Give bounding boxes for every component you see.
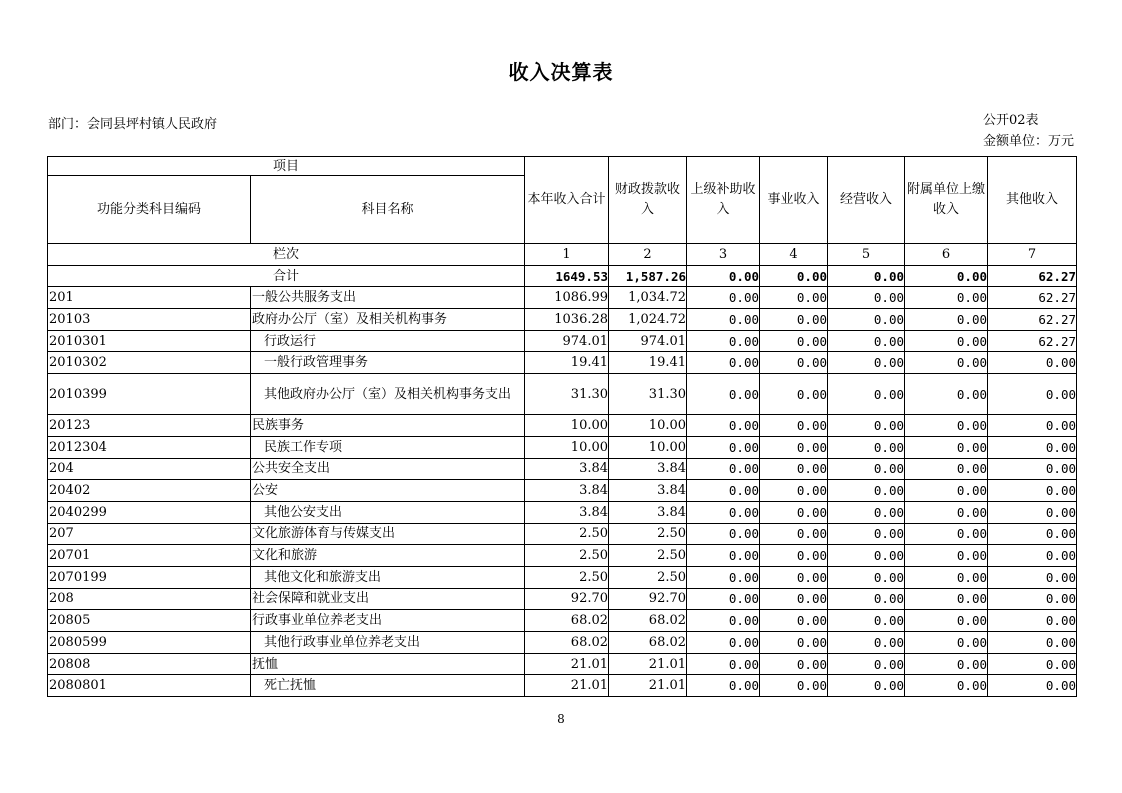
header-col-7: 其他收入 xyxy=(988,157,1077,244)
row-value: 0.00 xyxy=(988,632,1077,654)
column-index: 3 xyxy=(687,244,760,266)
row-value: 2.50 xyxy=(609,566,687,588)
row-name: 文化旅游体育与传媒支出 xyxy=(251,523,525,545)
row-value: 68.02 xyxy=(609,610,687,632)
column-index: 7 xyxy=(988,244,1077,266)
row-value: 62.27 xyxy=(988,309,1077,331)
row-value: 0.00 xyxy=(988,545,1077,567)
row-code: 20123 xyxy=(48,415,251,437)
row-value: 31.30 xyxy=(525,374,609,415)
row-name: 文化和旅游 xyxy=(251,545,525,567)
row-name: 其他行政事业单位养老支出 xyxy=(251,632,525,654)
row-value: 0.00 xyxy=(905,309,988,331)
table-row xyxy=(48,352,1077,374)
row-value: 0.00 xyxy=(988,610,1077,632)
row-value: 31.30 xyxy=(609,374,687,415)
form-code-block xyxy=(983,110,1074,152)
column-index: 2 xyxy=(609,244,687,266)
row-name: 行政运行 xyxy=(251,330,525,352)
row-name: 民族工作专项 xyxy=(251,436,525,458)
row-value: 0.00 xyxy=(687,415,760,437)
row-name: 行政事业单位养老支出 xyxy=(251,610,525,632)
header-func-code: 功能分类科目编码 xyxy=(48,176,251,244)
table-row xyxy=(48,675,1077,697)
form-code: 公开02表 xyxy=(982,113,1039,128)
row-name: 其他公安支出 xyxy=(251,501,525,523)
table-row xyxy=(48,458,1077,480)
row-value: 0.00 xyxy=(828,480,905,502)
row-value: 0.00 xyxy=(828,501,905,523)
row-value: 0.00 xyxy=(988,501,1077,523)
header-project: 项目 xyxy=(48,157,525,176)
table-row xyxy=(48,632,1077,654)
revenue-table xyxy=(47,156,1077,697)
row-name: 死亡抚恤 xyxy=(251,675,525,697)
row-value: 2.50 xyxy=(609,545,687,567)
row-value: 0.00 xyxy=(760,545,828,567)
row-value: 62.27 xyxy=(988,287,1077,309)
row-value: 0.00 xyxy=(760,653,828,675)
row-value: 0.00 xyxy=(760,566,828,588)
total-value: 0.00 xyxy=(687,265,760,287)
table-row xyxy=(48,287,1077,309)
row-value: 0.00 xyxy=(828,309,905,331)
row-value: 0.00 xyxy=(988,588,1077,610)
table-row xyxy=(48,436,1077,458)
total-row xyxy=(48,265,1077,287)
total-label: 合计 xyxy=(48,265,525,287)
row-code: 20701 xyxy=(48,545,251,567)
row-value: 21.01 xyxy=(525,653,609,675)
row-value: 0.00 xyxy=(828,632,905,654)
row-value: 0.00 xyxy=(988,653,1077,675)
row-value: 0.00 xyxy=(687,330,760,352)
row-name: 抚恤 xyxy=(251,653,525,675)
row-value: 0.00 xyxy=(687,352,760,374)
row-value: 21.01 xyxy=(609,675,687,697)
row-value: 0.00 xyxy=(828,523,905,545)
row-value: 0.00 xyxy=(988,374,1077,415)
row-value: 0.00 xyxy=(687,545,760,567)
row-name: 一般行政管理事务 xyxy=(251,352,525,374)
unit-label: 金额单位：万元 xyxy=(982,134,1074,149)
row-value: 3.84 xyxy=(525,501,609,523)
row-value: 0.00 xyxy=(828,653,905,675)
page-title: 收入决算表 xyxy=(508,60,614,84)
row-name: 社会保障和就业支出 xyxy=(251,588,525,610)
row-value: 0.00 xyxy=(760,610,828,632)
row-value: 0.00 xyxy=(828,330,905,352)
row-value: 0.00 xyxy=(828,374,905,415)
row-value: 0.00 xyxy=(828,436,905,458)
row-value: 0.00 xyxy=(988,352,1077,374)
row-value: 0.00 xyxy=(687,523,760,545)
table-row xyxy=(48,653,1077,675)
row-value: 0.00 xyxy=(905,566,988,588)
row-value: 10.00 xyxy=(609,436,687,458)
row-value: 1036.28 xyxy=(525,309,609,331)
table-row xyxy=(48,330,1077,352)
row-value: 0.00 xyxy=(687,675,760,697)
header-col-3: 上级补助收入 xyxy=(687,157,760,244)
row-value: 0.00 xyxy=(905,632,988,654)
row-value: 1086.99 xyxy=(525,287,609,309)
row-value: 0.00 xyxy=(760,287,828,309)
row-value: 0.00 xyxy=(687,566,760,588)
column-index-row xyxy=(48,244,1077,266)
row-value: 10.00 xyxy=(609,415,687,437)
row-code: 2040299 xyxy=(48,501,251,523)
row-value: 19.41 xyxy=(525,352,609,374)
row-value: 3.84 xyxy=(609,501,687,523)
row-value: 62.27 xyxy=(988,330,1077,352)
total-value: 1,587.26 xyxy=(609,265,687,287)
row-value: 0.00 xyxy=(988,675,1077,697)
row-value: 0.00 xyxy=(988,566,1077,588)
row-value: 3.84 xyxy=(609,480,687,502)
row-value: 0.00 xyxy=(687,480,760,502)
department-label: 部门：会同县坪村镇人民政府 xyxy=(48,117,218,132)
row-code: 2010399 xyxy=(48,374,251,415)
total-value: 1649.53 xyxy=(525,265,609,287)
row-value: 0.00 xyxy=(905,480,988,502)
row-value: 0.00 xyxy=(760,330,828,352)
row-value: 0.00 xyxy=(760,309,828,331)
table-row xyxy=(48,501,1077,523)
table-row xyxy=(48,610,1077,632)
header-col-2: 财政拨款收入 xyxy=(609,157,687,244)
total-value: 0.00 xyxy=(828,265,905,287)
row-code: 207 xyxy=(48,523,251,545)
row-value: 0.00 xyxy=(905,458,988,480)
row-value: 0.00 xyxy=(905,415,988,437)
row-value: 21.01 xyxy=(609,653,687,675)
total-value: 0.00 xyxy=(760,265,828,287)
column-index-label: 栏次 xyxy=(48,244,525,266)
row-value: 0.00 xyxy=(905,675,988,697)
header-col-6: 附属单位上缴收入 xyxy=(905,157,988,244)
row-value: 68.02 xyxy=(525,632,609,654)
row-value: 0.00 xyxy=(988,436,1077,458)
row-name: 政府办公厅（室）及相关机构事务 xyxy=(251,309,525,331)
row-value: 0.00 xyxy=(687,632,760,654)
row-name: 公共安全支出 xyxy=(251,458,525,480)
row-value: 2.50 xyxy=(525,545,609,567)
row-value: 0.00 xyxy=(828,287,905,309)
row-value: 0.00 xyxy=(760,415,828,437)
row-value: 0.00 xyxy=(988,480,1077,502)
row-value: 0.00 xyxy=(905,523,988,545)
row-value: 0.00 xyxy=(760,436,828,458)
row-value: 0.00 xyxy=(905,501,988,523)
row-value: 0.00 xyxy=(687,287,760,309)
row-value: 0.00 xyxy=(687,588,760,610)
row-value: 21.01 xyxy=(525,675,609,697)
row-value: 0.00 xyxy=(988,458,1077,480)
row-code: 20402 xyxy=(48,480,251,502)
row-code: 2080599 xyxy=(48,632,251,654)
row-code: 20805 xyxy=(48,610,251,632)
header-col-1: 本年收入合计 xyxy=(525,157,609,244)
row-value: 0.00 xyxy=(905,545,988,567)
row-value: 0.00 xyxy=(828,415,905,437)
row-value: 974.01 xyxy=(609,330,687,352)
total-value: 0.00 xyxy=(905,265,988,287)
header-subject-name: 科目名称 xyxy=(251,176,525,244)
row-value: 0.00 xyxy=(905,352,988,374)
row-value: 0.00 xyxy=(687,436,760,458)
row-value: 0.00 xyxy=(687,610,760,632)
header-col-5: 经营收入 xyxy=(828,157,905,244)
row-value: 10.00 xyxy=(525,436,609,458)
header-col-4: 事业收入 xyxy=(760,157,828,244)
row-value: 68.02 xyxy=(609,632,687,654)
row-name: 其他文化和旅游支出 xyxy=(251,566,525,588)
column-index: 5 xyxy=(828,244,905,266)
row-value: 3.84 xyxy=(525,480,609,502)
row-value: 0.00 xyxy=(905,588,988,610)
row-value: 974.01 xyxy=(525,330,609,352)
row-value: 0.00 xyxy=(687,458,760,480)
row-value: 2.50 xyxy=(525,523,609,545)
row-value: 19.41 xyxy=(609,352,687,374)
row-value: 0.00 xyxy=(828,566,905,588)
row-value: 0.00 xyxy=(760,675,828,697)
row-value: 0.00 xyxy=(687,374,760,415)
row-value: 0.00 xyxy=(760,632,828,654)
row-value: 0.00 xyxy=(905,610,988,632)
row-value: 1,024.72 xyxy=(609,309,687,331)
header-row-1 xyxy=(48,157,1077,176)
total-value: 62.27 xyxy=(988,265,1077,287)
row-value: 0.00 xyxy=(687,309,760,331)
row-value: 0.00 xyxy=(760,374,828,415)
table-row xyxy=(48,566,1077,588)
row-value: 2.50 xyxy=(525,566,609,588)
column-index: 4 xyxy=(760,244,828,266)
row-value: 0.00 xyxy=(988,415,1077,437)
row-value: 92.70 xyxy=(525,588,609,610)
table-row xyxy=(48,374,1077,415)
row-code: 201 xyxy=(48,287,251,309)
row-value: 2.50 xyxy=(609,523,687,545)
row-code: 20103 xyxy=(48,309,251,331)
table-row xyxy=(48,480,1077,502)
row-name: 其他政府办公厅（室）及相关机构事务支出 xyxy=(251,374,525,415)
table-row xyxy=(48,545,1077,567)
row-code: 2010301 xyxy=(48,330,251,352)
row-code: 2010302 xyxy=(48,352,251,374)
row-value: 0.00 xyxy=(988,523,1077,545)
table-row xyxy=(48,588,1077,610)
row-value: 0.00 xyxy=(905,374,988,415)
row-value: 0.00 xyxy=(760,480,828,502)
row-code: 2080801 xyxy=(48,675,251,697)
row-value: 0.00 xyxy=(828,458,905,480)
row-value: 0.00 xyxy=(828,545,905,567)
row-value: 0.00 xyxy=(828,352,905,374)
row-value: 1,034.72 xyxy=(609,287,687,309)
row-value: 0.00 xyxy=(760,588,828,610)
row-code: 20808 xyxy=(48,653,251,675)
row-code: 204 xyxy=(48,458,251,480)
row-value: 0.00 xyxy=(760,523,828,545)
row-value: 0.00 xyxy=(828,675,905,697)
row-value: 0.00 xyxy=(905,436,988,458)
row-value: 0.00 xyxy=(905,330,988,352)
row-value: 92.70 xyxy=(609,588,687,610)
page-number: 8 xyxy=(557,712,565,726)
row-value: 0.00 xyxy=(905,287,988,309)
row-value: 0.00 xyxy=(905,653,988,675)
row-value: 0.00 xyxy=(760,458,828,480)
row-value: 3.84 xyxy=(609,458,687,480)
column-index: 6 xyxy=(905,244,988,266)
row-value: 3.84 xyxy=(525,458,609,480)
table-row xyxy=(48,415,1077,437)
row-value: 0.00 xyxy=(828,588,905,610)
column-index: 1 xyxy=(525,244,609,266)
row-value: 0.00 xyxy=(760,501,828,523)
row-value: 68.02 xyxy=(525,610,609,632)
row-code: 208 xyxy=(48,588,251,610)
row-name: 公安 xyxy=(251,480,525,502)
row-name: 一般公共服务支出 xyxy=(251,287,525,309)
row-value: 0.00 xyxy=(687,501,760,523)
row-value: 10.00 xyxy=(525,415,609,437)
table-row xyxy=(48,309,1077,331)
table-row xyxy=(48,523,1077,545)
row-code: 2070199 xyxy=(48,566,251,588)
row-name: 民族事务 xyxy=(251,415,525,437)
row-code: 2012304 xyxy=(48,436,251,458)
row-value: 0.00 xyxy=(828,610,905,632)
row-value: 0.00 xyxy=(760,352,828,374)
row-value: 0.00 xyxy=(687,653,760,675)
